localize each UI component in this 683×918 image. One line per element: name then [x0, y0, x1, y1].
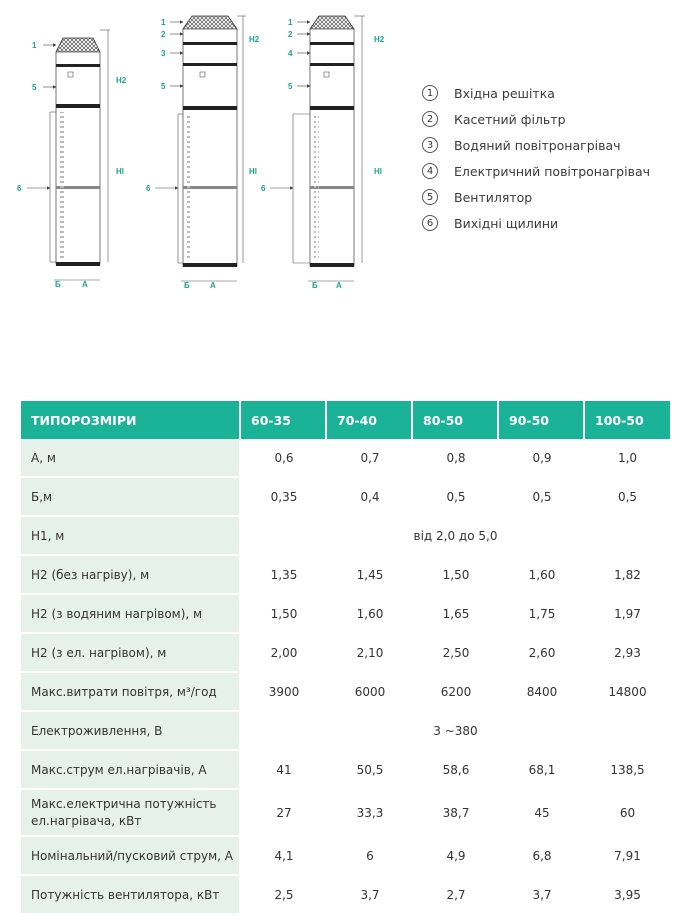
- column-header-type: ТИПОРОЗМІРИ: [21, 401, 241, 439]
- dim-h2: H2: [374, 35, 385, 44]
- cell-value: 0,6: [241, 439, 327, 478]
- cell-value: 0,5: [413, 478, 499, 517]
- row-param: Макс.електрична потужність ел.нагрівача, кВт: [21, 790, 241, 837]
- cell-value: 1,50: [241, 595, 327, 634]
- table-header-row: [21, 401, 670, 439]
- callout-2: 2: [161, 30, 166, 39]
- legend-item: [422, 106, 682, 132]
- specifications-table: [21, 401, 670, 915]
- cell-value: 2,10: [327, 634, 413, 673]
- cell-value: 3,7: [499, 876, 585, 915]
- cell-value: 6000: [327, 673, 413, 712]
- legend-number: 6: [422, 215, 438, 231]
- cell-value: 14800: [585, 673, 670, 712]
- cell-value: 1,60: [499, 556, 585, 595]
- callout-1: 1: [32, 41, 37, 50]
- cell-value: 2,50: [413, 634, 499, 673]
- cell-value: 58,6: [413, 751, 499, 790]
- row-param: Електроживлення, В: [21, 712, 241, 751]
- callout-3: 3: [161, 49, 166, 58]
- cell-value: 6,8: [499, 837, 585, 876]
- legend-item: [422, 132, 682, 158]
- cell-value: 4,1: [241, 837, 327, 876]
- cell-value: 41: [241, 751, 327, 790]
- column-header-size: 60-35: [241, 401, 327, 439]
- row-param: Макс.струм ел.нагрівачів, А: [21, 751, 241, 790]
- cell-value: 0,5: [585, 478, 670, 517]
- table-row: [21, 634, 670, 673]
- cell-value: 38,7: [413, 790, 499, 837]
- dim-h1: Hl: [374, 167, 382, 176]
- callout-5: 5: [32, 83, 37, 92]
- table-row: [21, 439, 670, 478]
- callout-6: 6: [261, 184, 266, 193]
- callout-5: 5: [288, 82, 293, 91]
- cell-value: 2,7: [413, 876, 499, 915]
- legend-number: 5: [422, 189, 438, 205]
- cell-value: 2,60: [499, 634, 585, 673]
- callout-2: 2: [288, 30, 293, 39]
- legend-label: Вхідна решітка: [454, 85, 555, 101]
- cell-value: 2,5: [241, 876, 327, 915]
- callout-5: 5: [161, 82, 166, 91]
- row-param: Н2 (без нагріву), м: [21, 556, 241, 595]
- dim-b: Б: [312, 281, 318, 290]
- table-row: [21, 673, 670, 712]
- cell-value: 6: [327, 837, 413, 876]
- cell-value: 0,4: [327, 478, 413, 517]
- legend-label: Водяний повітронагрівач: [454, 137, 621, 153]
- dim-a: A: [336, 281, 342, 290]
- dim-h2: H2: [249, 35, 260, 44]
- cell-value: 68,1: [499, 751, 585, 790]
- cell-value: 0,9: [499, 439, 585, 478]
- column-header-size: 100-50: [585, 401, 670, 439]
- cell-value: 1,65: [413, 595, 499, 634]
- table-row: [21, 837, 670, 876]
- legend-label: Електричний повітронагрівач: [454, 163, 650, 179]
- cell-value: 0,7: [327, 439, 413, 478]
- callout-6: 6: [17, 184, 22, 193]
- dim-a: A: [210, 281, 216, 290]
- callout-1: 1: [161, 18, 166, 27]
- cell-value: 2,00: [241, 634, 327, 673]
- dim-a: A: [82, 280, 88, 289]
- cell-value: 60: [585, 790, 670, 837]
- cell-value: 0,5: [499, 478, 585, 517]
- legend-number: 4: [422, 163, 438, 179]
- cell-value: 0,8: [413, 439, 499, 478]
- row-param: Б,м: [21, 478, 241, 517]
- cell-value: 3900: [241, 673, 327, 712]
- table-row: [21, 556, 670, 595]
- cell-value: 1,97: [585, 595, 670, 634]
- table-row: [21, 478, 670, 517]
- table-row: [21, 790, 670, 837]
- cell-value: 7,91: [585, 837, 670, 876]
- cell-value: 1,82: [585, 556, 670, 595]
- legend-item: [422, 158, 682, 184]
- cell-value-merged: 3 ~380: [241, 712, 670, 751]
- table-row: [21, 517, 670, 556]
- cell-value: 1,75: [499, 595, 585, 634]
- table-row: [21, 595, 670, 634]
- table-row: [21, 751, 670, 790]
- table-row: [21, 876, 670, 915]
- callout-1: 1: [288, 18, 293, 27]
- callout-4: 4: [288, 49, 293, 58]
- dim-h1: Hl: [116, 167, 124, 176]
- cell-value: 3,7: [327, 876, 413, 915]
- legend-number: 2: [422, 111, 438, 127]
- column-header-size: 70-40: [327, 401, 413, 439]
- cell-value: 3,95: [585, 876, 670, 915]
- legend-label: Касетний фільтр: [454, 111, 566, 127]
- cell-value: 4,9: [413, 837, 499, 876]
- row-param: Макс.витрати повітря, м³/год: [21, 673, 241, 712]
- cell-value: 1,50: [413, 556, 499, 595]
- cell-value: 2,93: [585, 634, 670, 673]
- dim-h2: H2: [116, 76, 127, 85]
- legend-item: [422, 210, 682, 236]
- unit-diagram-3: [270, 16, 365, 281]
- cell-value: 1,45: [327, 556, 413, 595]
- unit-diagram-2: [155, 16, 246, 281]
- dim-h1: Hl: [249, 167, 257, 176]
- row-param: Н2 (з ел. нагрівом), м: [21, 634, 241, 673]
- column-header-size: 80-50: [413, 401, 499, 439]
- legend-item: [422, 184, 682, 210]
- row-param: А, м: [21, 439, 241, 478]
- cell-value-merged: від 2,0 до 5,0: [241, 517, 670, 556]
- row-param: Н2 (з водяним нагрівом), м: [21, 595, 241, 634]
- legend-label: Вихідні щилини: [454, 215, 559, 231]
- row-param: Номінальний/пусковий струм, А: [21, 837, 241, 876]
- legend-number: 3: [422, 137, 438, 153]
- column-header-size: 90-50: [499, 401, 585, 439]
- unit-diagram-1: [27, 30, 110, 280]
- cell-value: 1,60: [327, 595, 413, 634]
- legend-item: [422, 80, 682, 106]
- row-param: Потужність вентилятора, кВт: [21, 876, 241, 915]
- cell-value: 138,5: [585, 751, 670, 790]
- cell-value: 50,5: [327, 751, 413, 790]
- cell-value: 1,35: [241, 556, 327, 595]
- dim-b: Б: [184, 281, 190, 290]
- cell-value: 33,3: [327, 790, 413, 837]
- callout-6: 6: [146, 184, 151, 193]
- cell-value: 0,35: [241, 478, 327, 517]
- table-row: [21, 712, 670, 751]
- dim-b: Б: [55, 280, 61, 289]
- legend-label: Вентилятор: [454, 189, 533, 205]
- cell-value: 8400: [499, 673, 585, 712]
- cell-value: 27: [241, 790, 327, 837]
- row-param: Н1, м: [21, 517, 241, 556]
- cell-value: 45: [499, 790, 585, 837]
- diagram-legend: [422, 80, 682, 236]
- cell-value: 1,0: [585, 439, 670, 478]
- cell-value: 6200: [413, 673, 499, 712]
- legend-number: 1: [422, 85, 438, 101]
